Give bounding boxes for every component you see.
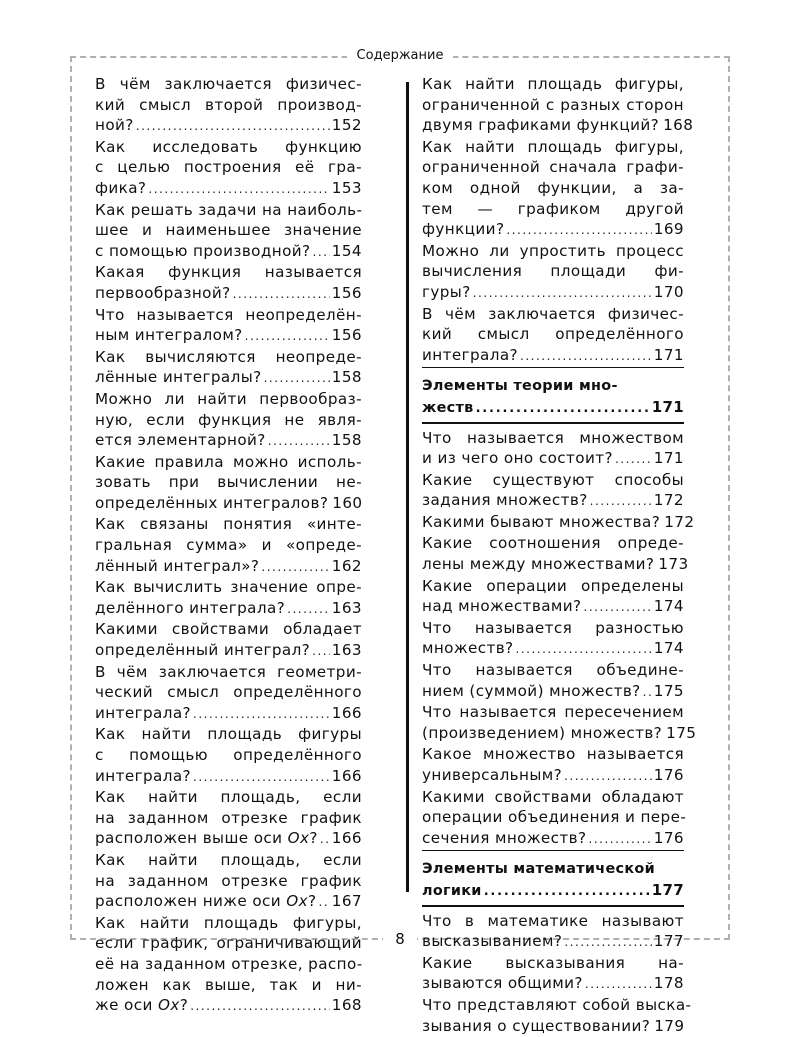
leader-dots (268, 430, 330, 452)
toc-page-number: 152 (331, 116, 362, 135)
toc-entry-line: Какие высказывания на- (422, 953, 684, 972)
leader-dots (312, 640, 330, 662)
toc-entry[interactable] (422, 74, 694, 137)
toc-entry-line: Как вычислить значение опре- (95, 578, 362, 597)
toc-page-number: 174 (653, 639, 684, 658)
toc-entry-line (95, 115, 362, 137)
leader-dots (287, 598, 330, 620)
leader-dots (193, 766, 330, 788)
toc-entry-line (422, 828, 684, 850)
toc-entry[interactable] (422, 787, 687, 852)
toc-entry-line: кий смысл определённого (422, 325, 684, 344)
toc-entry-line: Какими свойствами обладают (422, 787, 684, 806)
toc-section-heading[interactable] (422, 372, 684, 423)
toc-entry[interactable] (422, 702, 697, 744)
toc-page-number: 176 (653, 766, 684, 784)
leader-dots (313, 241, 330, 263)
toc-page-number: 156 (331, 326, 362, 345)
toc-entry-line (95, 241, 362, 263)
toc-entry-text: логики (422, 882, 482, 899)
toc-entry-text: ной? (95, 116, 134, 135)
toc-entry-line: шее и наименьшее значение (95, 221, 362, 240)
toc-entry-line (95, 828, 362, 850)
toc-entry[interactable] (422, 304, 684, 369)
leader-dots (261, 556, 329, 578)
page-footer (0, 930, 800, 948)
toc-entry[interactable] (95, 74, 362, 137)
toc-entry-text: ется элементарной? (95, 431, 266, 450)
toc-page-number: 153 (331, 178, 362, 197)
toc-entry-line: ком одной функции, а за- (422, 178, 684, 197)
leader-dots (615, 448, 652, 470)
toc-entry[interactable] (422, 660, 684, 702)
toc-entry[interactable] (422, 428, 684, 470)
toc-page-number: 178 (653, 974, 684, 993)
toc-entry-line (95, 995, 362, 1017)
toc-entry-line: Какие правила можно исполь- (95, 452, 362, 471)
leader-dots (590, 490, 652, 512)
toc-entry-line: Как связаны понятия «инте- (95, 515, 362, 534)
toc-entry-line: Что представляют собой выска- (422, 995, 692, 1014)
toc-entry[interactable] (422, 241, 684, 304)
toc-entry[interactable] (95, 913, 362, 1017)
toc-entry-text: делённого интеграла? (95, 598, 286, 617)
toc-entry[interactable] (95, 619, 362, 661)
toc-entry-text: же оси Ox? (95, 996, 189, 1015)
toc-entry-line: на заданном отрезке график (95, 808, 362, 827)
toc-entry-text: сечения множеств? (422, 828, 587, 847)
toc-entry-line: Что называется множеством (422, 428, 684, 447)
toc-entry[interactable] (95, 347, 362, 389)
toc-entry[interactable] (422, 744, 684, 786)
toc-page-number: 160 (332, 493, 363, 512)
toc-entry-text: первообразной? (95, 283, 231, 302)
toc-page-number: 175 (653, 681, 684, 700)
toc-entry-line (422, 765, 684, 787)
toc-entry-line: Как найти площадь, если (95, 788, 362, 807)
toc-page-number: 166 (331, 766, 362, 785)
leader-dots (643, 681, 652, 703)
toc-left-column (95, 74, 362, 1017)
toc-entry-line: Как найти площадь фигуры, (422, 75, 684, 93)
toc-entry-line: В чём заключается геометри- (95, 662, 362, 681)
toc-page-number: 168 (331, 996, 362, 1015)
leader-dots (585, 973, 652, 995)
toc-entry-line (422, 973, 684, 995)
toc-entry-line (422, 1016, 684, 1037)
leader-dots (319, 891, 330, 913)
toc-entry[interactable] (95, 662, 362, 725)
leader-dots (589, 828, 652, 850)
toc-page-number: 166 (331, 703, 362, 722)
toc-page-number: 154 (331, 241, 362, 260)
toc-entry-line: Какие операции определены (422, 576, 684, 595)
toc-entry-line: Как вычисляются неопреде- (95, 347, 362, 366)
leader-dots (264, 367, 330, 389)
toc-entry-text: определённых интегралов? (95, 493, 329, 512)
toc-entry-line (422, 681, 684, 703)
toc-entry-text: над множествами? (422, 597, 582, 616)
toc-page-number: 169 (653, 220, 684, 239)
toc-entry[interactable] (95, 389, 362, 452)
leader-dots (136, 115, 330, 137)
toc-page-number: 174 (653, 597, 684, 616)
toc-entry-line: Элементы теории мно- (422, 378, 618, 395)
toc-entry-line: тем — графиком другой (422, 199, 684, 218)
toc-entry[interactable] (95, 577, 362, 619)
toc-entry-line (95, 325, 362, 347)
toc-entry[interactable] (422, 576, 684, 618)
toc-entry[interactable] (422, 995, 692, 1037)
toc-entry-line: Как решать задачи на наиболь- (95, 200, 363, 219)
toc-entry-text: функции? (422, 220, 505, 239)
toc-entry-line: Какое множество называется (422, 745, 684, 764)
toc-entry-line: Что называется пересечением (422, 703, 684, 722)
toc-entry-line: ложен как выше, так и ни- (95, 975, 362, 994)
toc-entry-line (95, 598, 362, 620)
toc-entry-text: расположен выше оси Ox? (95, 829, 318, 848)
leader-dots (516, 638, 652, 660)
toc-entry-line: Можно ли упростить процесс (422, 241, 684, 260)
toc-entry-line: ную, если функция не явля- (95, 410, 362, 429)
toc-entry-text: гуры? (422, 282, 471, 301)
toc-entry-line (422, 723, 697, 745)
leader-dots (190, 995, 330, 1017)
toc-entry-line: Какими свойствами обладает (95, 620, 362, 639)
toc-entry-line (95, 766, 362, 788)
toc-page-number: 163 (331, 641, 362, 660)
toc-page-number: 171 (653, 345, 684, 364)
toc-entry-line: Можно ли найти первообраз- (95, 389, 362, 408)
leader-dots (484, 881, 650, 903)
toc-entry-line (422, 512, 695, 534)
page-number: 8 (383, 930, 417, 948)
toc-entry-line (95, 703, 362, 725)
toc-entry[interactable] (95, 200, 362, 263)
toc-entry-line (422, 282, 684, 304)
toc-entry-text: интеграла? (422, 345, 518, 364)
toc-page-number: 158 (331, 368, 362, 387)
toc-page-number: 173 (658, 555, 689, 574)
toc-entry-line (422, 115, 694, 137)
toc-entry-line (95, 640, 362, 662)
toc-page-number: 166 (331, 829, 362, 848)
toc-entry-line: гральная сумма» и «опреде- (95, 536, 362, 555)
toc-entry-text: расположен ниже оси Ox? (95, 892, 317, 911)
leader-dots (520, 345, 652, 367)
toc-page-number: 158 (331, 431, 362, 450)
toc-section-heading[interactable] (422, 855, 684, 906)
toc-entry-line: Какие соотношения опреде- (422, 534, 684, 553)
toc-entry-text: интеграла? (95, 766, 191, 785)
toc-entry-text: определённый интеграл? (95, 641, 311, 660)
leader-dots (148, 178, 329, 200)
toc-entry-text: нием (суммой) множеств? (422, 681, 641, 700)
toc-entry-line: кий смысл второй производ- (95, 95, 362, 114)
toc-entry-line (422, 880, 684, 903)
toc-entry-line: Как найти площадь, если (95, 850, 362, 869)
toc-entry[interactable] (95, 137, 362, 200)
toc-entry-line (422, 397, 684, 420)
page-header (0, 48, 800, 64)
toc-entry-line (95, 493, 362, 515)
toc-entry[interactable] (95, 724, 362, 787)
toc-entry[interactable] (422, 470, 684, 512)
toc-entry-line: Как найти площадь фигуры (95, 725, 362, 744)
toc-entry[interactable] (95, 787, 362, 850)
toc-entry-line: вычисления площади фи- (422, 262, 684, 281)
toc-entry[interactable] (422, 512, 695, 534)
toc-entry-text: зываются общими? (422, 974, 583, 993)
toc-page-number: 167 (331, 892, 362, 911)
leader-dots (473, 282, 652, 304)
toc-entry-line (422, 219, 684, 241)
toc-page-number: 163 (331, 598, 362, 617)
toc-entry[interactable] (422, 533, 689, 575)
column-divider (406, 82, 409, 892)
toc-entry-text: Какими бывают множества? (422, 512, 661, 531)
toc-entry-line: Элементы математической (422, 861, 655, 878)
toc-page-number: 156 (331, 283, 362, 302)
toc-entry-line: Какая функция называется (95, 263, 362, 282)
toc-entry[interactable] (95, 514, 362, 577)
toc-entry[interactable] (422, 953, 684, 995)
toc-entry-line (422, 345, 684, 367)
toc-entry-line (422, 490, 684, 512)
toc-page-number: 172 (664, 512, 695, 531)
toc-entry-line (95, 891, 362, 913)
toc-page-number: 168 (663, 116, 694, 135)
toc-entry[interactable] (422, 618, 684, 660)
toc-entry-line: Как найти площадь фигуры, (95, 913, 362, 932)
toc-entry-text: жеств (422, 399, 474, 416)
toc-entry-line (95, 178, 362, 200)
toc-page-number: 177 (651, 880, 684, 899)
toc-page-number: 171 (653, 449, 684, 468)
toc-entry-text: (произведением) множеств? (422, 723, 663, 742)
toc-entry-line: ческий смысл определённого (95, 683, 362, 702)
toc-entry-text: зывания о существовании? (422, 1016, 651, 1035)
toc-entry-text: с помощью производной? (95, 241, 311, 260)
toc-entry-line: на заданном отрезке график (95, 871, 362, 890)
toc-entry[interactable] (95, 850, 362, 913)
toc-page-number: 170 (653, 282, 684, 301)
toc-entry-line: с помощью определённого (95, 746, 362, 764)
toc-entry-line: В чём заключается физичес- (422, 304, 684, 323)
toc-entry-text: ным интегралом? (95, 326, 243, 345)
toc-entry-line (95, 367, 362, 389)
toc-page-number: 179 (654, 1016, 685, 1035)
leader-dots (506, 219, 651, 241)
toc-entry[interactable] (95, 262, 362, 304)
toc-entry[interactable] (422, 137, 684, 241)
toc-entry-text: лённые интегралы? (95, 368, 262, 387)
toc-entry-text: задания множеств? (422, 491, 588, 510)
toc-entry-line (422, 596, 684, 618)
toc-entry-text: интеграла? (95, 703, 191, 722)
toc-entry-text: двумя графиками функций? (422, 116, 660, 135)
toc-entry-text: универсальным? (422, 766, 563, 784)
toc-page-number: 162 (331, 556, 362, 575)
toc-entry-line: В чём заключается физичес- (95, 75, 362, 93)
toc-right-column (422, 74, 697, 1037)
toc-entry-line (95, 283, 362, 305)
toc-entry-line (422, 448, 684, 470)
toc-entry-line (95, 556, 362, 578)
toc-entry-line: Какие существуют способы (422, 470, 684, 489)
leader-dots (193, 703, 330, 725)
toc-entry[interactable] (95, 305, 362, 347)
toc-entry-text: высказыванием? (422, 932, 563, 951)
toc-page-number: 175 (666, 723, 697, 742)
toc-page-number: 171 (651, 397, 684, 416)
toc-entry-text: и из чего оно состоит? (422, 449, 613, 468)
toc-entry-line: зовать при вычислении не- (95, 473, 362, 492)
leader-dots (476, 398, 650, 420)
toc-page-number: 177 (653, 932, 684, 951)
toc-page-number: 176 (653, 828, 684, 847)
toc-entry-line: ограниченной с разных сторон (422, 95, 684, 114)
toc-entry-line: операции объединения и пере- (422, 808, 687, 827)
toc-entry-line: Что называется неопределён- (95, 305, 362, 324)
toc-entry-line: Что называется разностью (422, 618, 684, 637)
toc-entry-line: Что называется объедине- (422, 661, 684, 680)
leader-dots (584, 596, 652, 618)
toc-entry-text: лены между множествами? (422, 555, 655, 574)
toc-entry-line: если график, ограничивающий (95, 934, 362, 953)
header-title: Содержание (347, 48, 454, 63)
toc-entry-text: множеств? (422, 639, 514, 658)
toc-entry[interactable] (95, 452, 362, 515)
toc-entry-line (95, 430, 362, 452)
leader-dots (320, 828, 330, 850)
leader-dots (245, 325, 330, 347)
toc-entry-line (422, 638, 684, 660)
toc-entry-line: её на заданном отрезке, распо- (95, 954, 363, 973)
toc-page-number: 172 (653, 491, 684, 510)
toc-entry-text: фика? (95, 178, 147, 197)
toc-entry-text: лённый интеграл»? (95, 556, 260, 575)
toc-entry-line: с целью построения её гра- (95, 158, 362, 177)
toc-entry-line: ограниченной сначала графи- (422, 158, 684, 177)
leader-dots (233, 283, 330, 305)
toc-entry-line: Как исследовать функцию (95, 137, 362, 156)
toc-entry-line: Что в математике называют (422, 911, 684, 930)
leader-dots (564, 765, 652, 787)
toc-entry-line (422, 554, 689, 576)
toc-entry-line: Как найти площадь фигуры, (422, 137, 684, 156)
